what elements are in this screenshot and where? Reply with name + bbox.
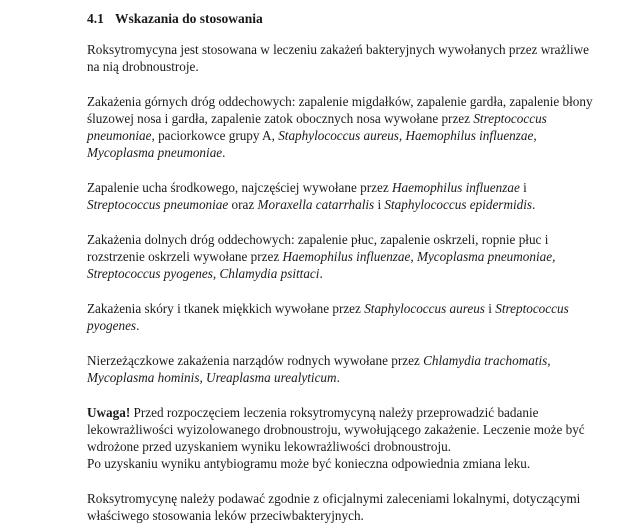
paragraph-lower-respiratory: Zakażenia dolnych dróg oddechowych: zapalenie płuc, zapalenie oskrzeli, ropnie płuc i rozstrzenie oskrzeli wywołane przez Haemophilus influenzae, Mycoplasma pneumoniae, Streptococcus pyogenes, Chlamydia psittaci. [87,232,556,281]
warning-label: Uwaga! [87,405,131,420]
paragraph-genital-infections: Nierzeżączkowe zakażenia narządów rodnych wywołane przez Chlamydia trachomatis, Mycoplasma hominis, Ureaplasma urealyticum. [87,353,551,385]
section-title: Wskazania do stosowania [115,11,263,26]
paragraph-skin-infections: Zakażenia skóry i tkanek miękkich wywołane przez Staphylococcus aureus i Streptococcus pyogenes. [87,301,569,333]
paragraph-warning: Uwaga! Przed rozpoczęciem leczenia roksytromycyną należy przeprowadzić badanie lekowrażliwości wyizolowanego drobnoustroju, wywołującego zakażenie. Leczenie może być wdrożone przed uzyskaniem wyniku lekowrażliwości drobnoustroju. Po uzyskaniu wyniku antybiogramu może być konieczna odpowiednia zmiana leku. [87,405,585,471]
section-number: 4.1 [87,11,104,26]
paragraph-upper-respiratory: Zakażenia górnych dróg oddechowych: zapalenie migdałków, zapalenie gardła, zapalenie błony śluzowej nosa i gardła, zapalenie zatok obocznych nosa wywołane przez Streptococcus pneumoniae, paciorkowce grupy A, Staphylococcus aureus, Haemophilus influenzae, Mycoplasma pneumoniae. [87,94,593,160]
paragraph-closing: Roksytromycynę należy podawać zgodnie z oficjalnymi zaleceniami lokalnymi, dotyczącymi właściwego stosowania leków przeciwbakteryjnych. [87,491,581,523]
paragraph-intro: Roksytromycyna jest stosowana w leczeniu zakażeń bakteryjnych wywołanych przez wrażliwe na nią drobnoustroje. [87,42,590,74]
paragraph-otitis: Zapalenie ucha środkowego, najczęściej wywołane przez Haemophilus influenzae i Streptococcus pneumoniae oraz Moraxella catarrhalis i Staphylococcus epidermidis. [87,180,536,212]
section-heading [87,10,600,27]
